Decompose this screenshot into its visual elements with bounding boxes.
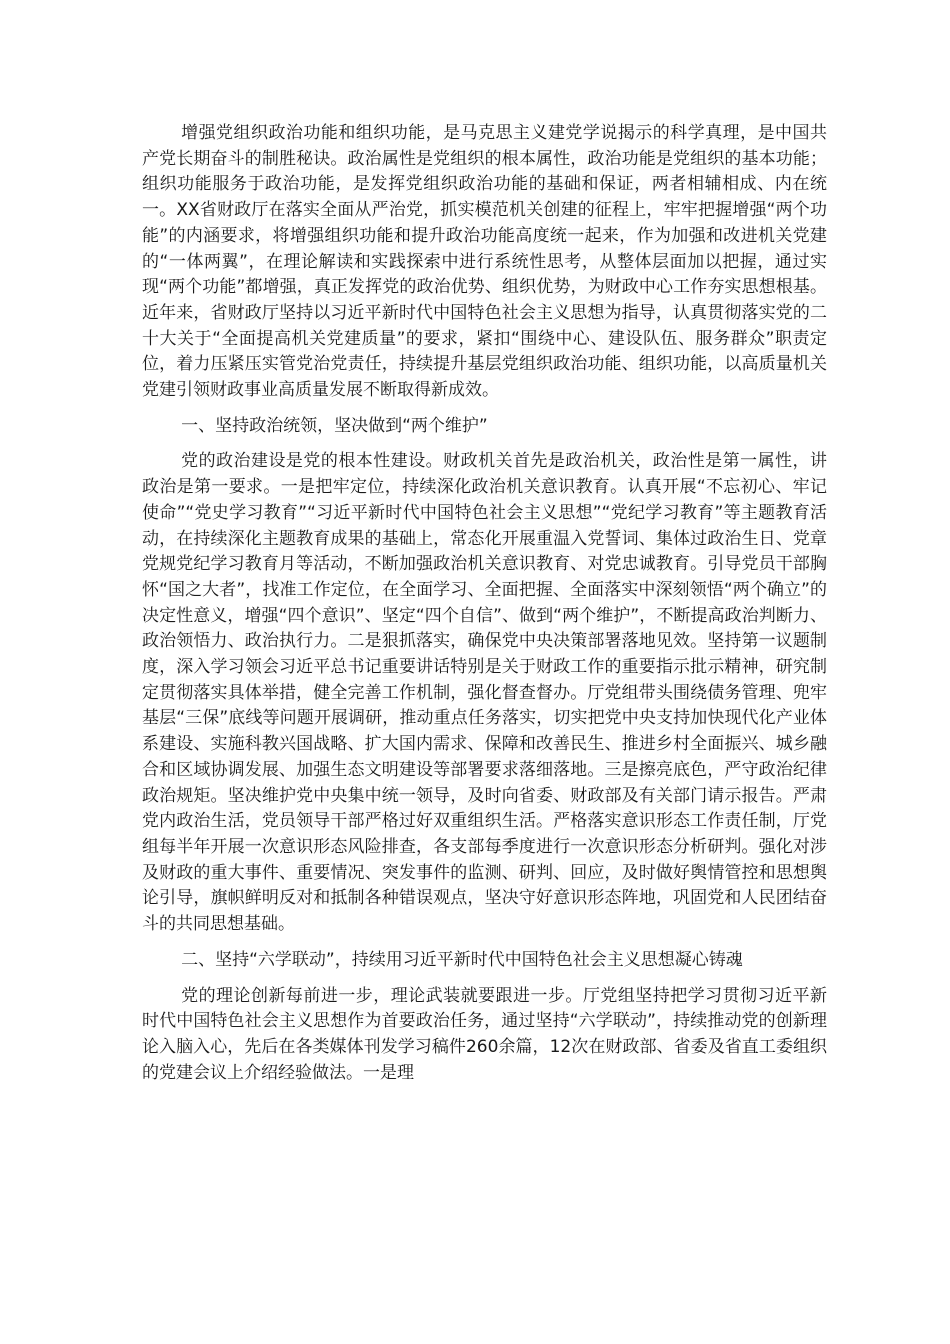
intro-paragraph: 增强党组织政治功能和组织功能，是马克思主义建党学说揭示的科学真理，是中国共产党长期奋斗的制胜秘诀。政治属性是党组织的根本属性，政治功能是党组织的基本功能；组织功能服务于政治功能，是发挥党组织政治功能的基础和保证，两者相辅相成、内在统一。XX省财政厅在落实全面从严治党，抓实模范机关创建的征程上，牢牢把握增强“两个功能”的内涵要求，将增强组织功能和提升政治功能高度统一起来，作为加强和改进机关党建的“一体两翼”，在理论解读和实践探索中进行系统性思考，从整体层面加以把握，通过实现“两个功能”都增强，真正发挥党的政治优势、组织优势，为财政中心工作夯实思想根基。近年来，省财政厅坚持以习近平新时代中国特色社会主义思想为指导，认真贯彻落实党的二十大关于“全面提高机关党建质量”的要求，紧扣“围绕中心、建设队伍、服务群众”职责定位，着力压紧压实管党治党责任，持续提升基层党组织政治功能、组织功能，以高质量机关党建引领财政事业高质量发展不断取得新成效。 [142,123,827,401]
section-heading-1: 一、坚持政治统领，坚决做到“两个维护” [181,415,488,436]
document-body [142,121,827,1086]
paragraph-gap [142,974,827,984]
section-2-paragraph: 党的理论创新每前进一步，理论武装就要跟进一步。厅党组坚持把学习贯彻习近平新时代中国特色社会主义思想作为首要政治任务，通过坚持“六学联动”，持续推动党的创新理论入脑入心，先后在各类媒体刊发学习稿件260余篇，12次在财政部、省委及省直工委组织的党建会议上介绍经验做法。一是理 [142,985,827,1083]
paragraph-gap [142,439,827,449]
paragraph-gap [142,404,827,414]
paragraph-gap [142,938,827,948]
section-1-paragraph: 党的政治建设是党的根本性建设。财政机关首先是政治机关，政治性是第一属性，讲政治是第一要求。一是把牢定位，持续深化政治机关意识教育。认真开展“不忘初心、牢记使命”“党史学习教育”“习近平新时代中国特色社会主义思想”“党纪学习教育”等主题教育活动，在持续深化主题教育成果的基础上，常态化开展重温入党誓词、集体过政治生日、党章党规党纪学习教育月等活动，不断加强政治机关意识教育、对党忠诚教育。引导党员干部胸怀“国之大者”，找准工作定位，在全面学习、全面把握、全面落实中深刻领悟“两个确立”的决定性意义，增强“四个意识”、坚定“四个自信”、做到“两个维护”，不断提高政治判断力、政治领悟力、政治执行力。二是狠抓落实，确保党中央决策部署落地见效。坚持第一议题制度，深入学习领会习近平总书记重要讲话特别是关于财政工作的重要指示批示精神，研究制定贯彻落实具体举措，健全完善工作机制，强化督查督办。厅党组带头围绕债务管理、兜牢基层“三保”底线等问题开展调研，推动重点任务落实，切实把党中央支持加快现代化产业体系建设、实施科教兴国战略、扩大国内需求、保障和改善民生、推进乡村全面振兴、城乡融合和区域协调发展、加强生态文明建设等部署要求落细落地。三是擦亮底色，严守政治纪律政治规矩。坚决维护党中央集中统一领导，及时向省委、财政部及有关部门请示报告。严肃党内政治生活，党员领导干部严格过好双重组织生活。严格落实意识形态工作责任制，厅党组每半年开展一次意识形态风险排查，各支部每季度进行一次意识形态分析研判。强化对涉及财政的重大事件、重要情况、突发事件的监测、研判、回应，及时做好舆情管控和思想舆论引导，旗帜鲜明反对和抵制各种错误观点，坚决守好意识形态阵地，巩固党和人民团结奋斗的共同思想基础。 [142,451,827,935]
section-heading-2: 二、坚持“六学联动”，持续用习近平新时代中国特色社会主义思想凝心铸魂 [181,949,743,970]
